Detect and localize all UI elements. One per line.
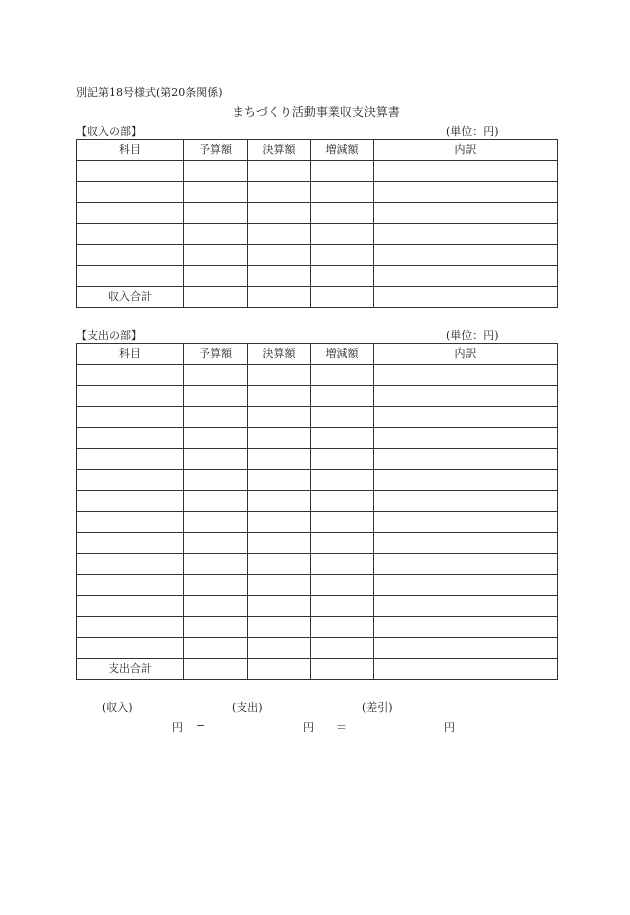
income-row <box>77 245 558 266</box>
expense-row <box>77 386 558 407</box>
income-cell[interactable] <box>248 182 311 203</box>
expense-cell[interactable] <box>248 365 311 386</box>
expense-row <box>77 428 558 449</box>
income-cell[interactable] <box>374 182 558 203</box>
income-cell[interactable] <box>374 224 558 245</box>
expense-cell[interactable] <box>77 617 184 638</box>
expense-cell[interactable] <box>311 533 374 554</box>
expense-cell[interactable] <box>248 386 311 407</box>
expense-cell[interactable] <box>77 365 184 386</box>
income-column-header: 科目 <box>77 140 184 161</box>
expense-cell[interactable] <box>311 407 374 428</box>
expense-cell[interactable] <box>184 638 248 659</box>
expense-cell[interactable] <box>77 638 184 659</box>
expense-cell[interactable] <box>248 596 311 617</box>
expense-column-header: 予算額 <box>184 344 248 365</box>
income-row <box>77 182 558 203</box>
expense-row <box>77 407 558 428</box>
expense-cell[interactable] <box>311 638 374 659</box>
income-total-label: 収入合計 <box>77 287 184 308</box>
income-cell[interactable] <box>248 161 311 182</box>
income-column-header: 内訳 <box>374 140 558 161</box>
income-column-header: 増減額 <box>311 140 374 161</box>
expense-cell[interactable] <box>311 554 374 575</box>
expense-total-row <box>77 659 558 680</box>
expense-cell[interactable] <box>374 638 558 659</box>
income-cell[interactable] <box>311 203 374 224</box>
expense-cell[interactable] <box>248 449 311 470</box>
income-cell[interactable] <box>184 266 248 287</box>
expense-cell[interactable] <box>311 386 374 407</box>
income-cell[interactable] <box>248 224 311 245</box>
calc-income-yen: 円 <box>172 721 183 734</box>
expense-header-row <box>77 344 558 365</box>
income-cell[interactable] <box>77 161 184 182</box>
expense-total-cell[interactable] <box>248 659 311 680</box>
expense-cell[interactable] <box>184 407 248 428</box>
expense-cell[interactable] <box>311 449 374 470</box>
income-cell[interactable] <box>311 161 374 182</box>
income-cell[interactable] <box>248 266 311 287</box>
income-cell[interactable] <box>184 161 248 182</box>
expense-cell[interactable] <box>374 617 558 638</box>
calc-minus-sign: − <box>196 719 206 732</box>
income-cell[interactable] <box>374 245 558 266</box>
expense-cell[interactable] <box>77 575 184 596</box>
income-cell[interactable] <box>311 266 374 287</box>
expense-cell[interactable] <box>184 512 248 533</box>
income-cell[interactable] <box>248 203 311 224</box>
expense-cell[interactable] <box>248 533 311 554</box>
expense-cell[interactable] <box>184 617 248 638</box>
expense-cell[interactable] <box>374 470 558 491</box>
expense-cell[interactable] <box>374 428 558 449</box>
expense-cell[interactable] <box>77 533 184 554</box>
expense-total-cell[interactable] <box>311 659 374 680</box>
income-cell[interactable] <box>184 224 248 245</box>
expense-row <box>77 449 558 470</box>
expense-cell[interactable] <box>77 491 184 512</box>
income-table <box>76 139 558 308</box>
income-cell[interactable] <box>77 224 184 245</box>
income-cell[interactable] <box>77 203 184 224</box>
expense-row <box>77 617 558 638</box>
income-unit: (単位：円) <box>446 125 499 138</box>
expense-cell[interactable] <box>374 386 558 407</box>
expense-cell[interactable] <box>184 449 248 470</box>
expense-cell[interactable] <box>248 638 311 659</box>
expense-cell[interactable] <box>374 491 558 512</box>
calc-income-label: (収入) <box>102 701 133 714</box>
income-column-header: 予算額 <box>184 140 248 161</box>
expense-column-header: 増減額 <box>311 344 374 365</box>
expense-cell[interactable] <box>311 575 374 596</box>
expense-cell[interactable] <box>184 386 248 407</box>
expense-cell[interactable] <box>374 407 558 428</box>
income-total-cell[interactable] <box>311 287 374 308</box>
expense-total-cell[interactable] <box>374 659 558 680</box>
expense-column-header: 科目 <box>77 344 184 365</box>
expense-cell[interactable] <box>311 512 374 533</box>
expense-cell[interactable] <box>311 470 374 491</box>
expense-cell[interactable] <box>248 407 311 428</box>
expense-cell[interactable] <box>311 428 374 449</box>
income-total-row <box>77 287 558 308</box>
expense-cell[interactable] <box>248 554 311 575</box>
income-cell[interactable] <box>248 245 311 266</box>
expense-total-cell[interactable] <box>184 659 248 680</box>
income-cell[interactable] <box>374 203 558 224</box>
expense-cell[interactable] <box>77 386 184 407</box>
expense-cell[interactable] <box>77 407 184 428</box>
expense-cell[interactable] <box>77 449 184 470</box>
expense-cell[interactable] <box>184 470 248 491</box>
expense-cell[interactable] <box>184 533 248 554</box>
expense-row <box>77 491 558 512</box>
expense-cell[interactable] <box>77 470 184 491</box>
expense-unit: (単位：円) <box>446 329 499 342</box>
income-total-cell[interactable] <box>248 287 311 308</box>
expense-cell[interactable] <box>311 596 374 617</box>
expense-cell[interactable] <box>374 365 558 386</box>
income-row <box>77 224 558 245</box>
form-label: 別記第18号様式(第20条関係) <box>76 86 223 99</box>
expense-cell[interactable] <box>374 554 558 575</box>
calc-expense-label: (支出) <box>232 701 263 714</box>
expense-cell[interactable] <box>77 428 184 449</box>
income-cell[interactable] <box>184 245 248 266</box>
income-row <box>77 266 558 287</box>
expense-row <box>77 533 558 554</box>
expense-cell[interactable] <box>374 575 558 596</box>
expense-cell[interactable] <box>248 617 311 638</box>
expense-cell[interactable] <box>374 596 558 617</box>
expense-table <box>76 343 558 680</box>
income-row <box>77 161 558 182</box>
expense-column-header: 決算額 <box>248 344 311 365</box>
income-cell[interactable] <box>184 182 248 203</box>
expense-total-label: 支出合計 <box>77 659 184 680</box>
income-total-cell[interactable] <box>374 287 558 308</box>
expense-row <box>77 365 558 386</box>
expense-row <box>77 575 558 596</box>
expense-cell[interactable] <box>374 533 558 554</box>
expense-cell[interactable] <box>311 617 374 638</box>
expense-cell[interactable] <box>248 428 311 449</box>
expense-heading: 【支出の部】 <box>76 329 142 342</box>
income-cell[interactable] <box>374 161 558 182</box>
income-row <box>77 203 558 224</box>
income-total-cell[interactable] <box>184 287 248 308</box>
calc-expense-yen: 円 <box>303 721 314 734</box>
expense-cell[interactable] <box>184 491 248 512</box>
expense-cell[interactable] <box>184 554 248 575</box>
expense-cell[interactable] <box>248 491 311 512</box>
income-column-header: 決算額 <box>248 140 311 161</box>
expense-row <box>77 596 558 617</box>
expense-cell[interactable] <box>77 512 184 533</box>
expense-cell[interactable] <box>248 470 311 491</box>
expense-cell[interactable] <box>248 512 311 533</box>
expense-cell[interactable] <box>374 449 558 470</box>
expense-cell[interactable] <box>374 512 558 533</box>
expense-column-header: 内訳 <box>374 344 558 365</box>
calc-equals-sign: ＝ <box>336 721 347 734</box>
expense-cell[interactable] <box>184 596 248 617</box>
income-cell[interactable] <box>311 245 374 266</box>
calc-difference-yen: 円 <box>444 721 455 734</box>
expense-cell[interactable] <box>311 491 374 512</box>
expense-cell[interactable] <box>184 365 248 386</box>
expense-row <box>77 470 558 491</box>
expense-cell[interactable] <box>184 428 248 449</box>
income-cell[interactable] <box>311 224 374 245</box>
expense-cell[interactable] <box>311 365 374 386</box>
expense-cell[interactable] <box>248 575 311 596</box>
income-cell[interactable] <box>374 266 558 287</box>
expense-row <box>77 638 558 659</box>
expense-row <box>77 512 558 533</box>
income-cell[interactable] <box>77 182 184 203</box>
document-title: まちづくり活動事業収支決算書 <box>232 105 400 119</box>
income-header-row <box>77 140 558 161</box>
expense-cell[interactable] <box>77 596 184 617</box>
expense-cell[interactable] <box>77 554 184 575</box>
income-cell[interactable] <box>184 203 248 224</box>
calc-difference-label: (差引) <box>362 701 393 714</box>
income-heading: 【収入の部】 <box>76 125 142 138</box>
expense-row <box>77 554 558 575</box>
income-cell[interactable] <box>77 245 184 266</box>
income-cell[interactable] <box>311 182 374 203</box>
expense-cell[interactable] <box>184 575 248 596</box>
income-cell[interactable] <box>77 266 184 287</box>
